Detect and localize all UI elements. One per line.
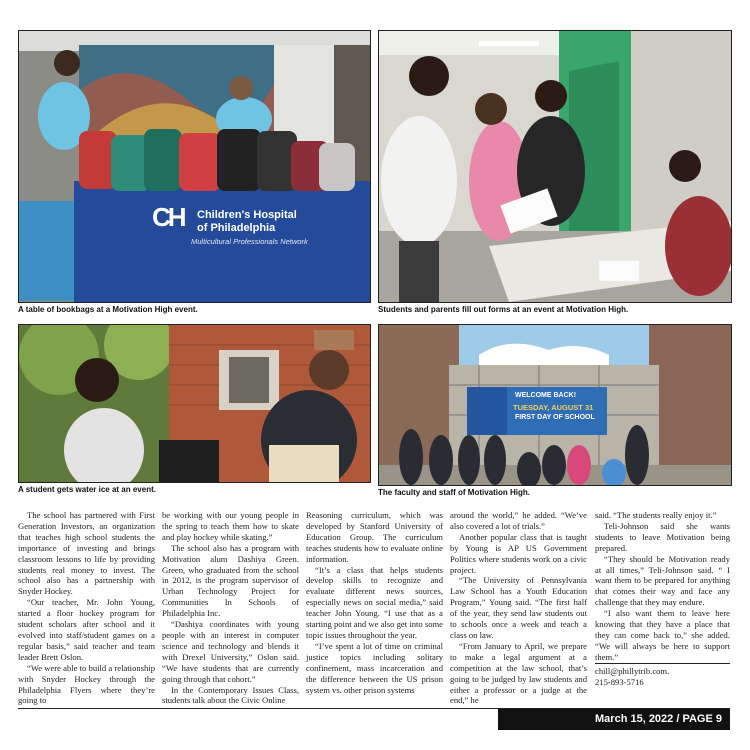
caption-bookbags: A table of bookbags at a Motivation High event.: [18, 305, 198, 314]
sign-line1: WELCOME BACK!: [515, 392, 577, 399]
paragraph: “I’ve spent a lot of time on criminal justice topics including solitary confinement, mass incarceration and the difference between the US prison system vs. other prison systems: [306, 640, 443, 695]
paragraph: “It’s a class that helps students develop skills to recognize and evaluate different news sources, especially news on social media,” said teacher John Young. “I use that as a starting point and we also get into some topic issues throughout the year.: [306, 564, 443, 640]
photo-forms: [378, 30, 732, 303]
paragraph: In the Contemporary Issues Class, students talk about the Civic Online: [162, 684, 299, 706]
paragraph: Another popular class that is taught by Young is AP US Government Politics where students work on a civic project.: [450, 531, 587, 575]
paragraph: said. “The students really enjoy it.”: [595, 510, 717, 520]
contact-phone: 215-893-5716: [595, 677, 644, 687]
paragraph: “The University of Pennsylvania Law School has a Youth Education Program,” Young said. “The first half of the year, they send law students out to schools once a week and teach a class on law.: [450, 575, 587, 640]
paragraph: “From January to April, we prepare to make a legal argument at a competition at the law school, that’s going to be judged by law students and either a professor or a judge at the end,” he: [450, 640, 587, 706]
photo-water-ice: [18, 324, 371, 483]
article-column-1: [18, 510, 155, 706]
contact-block: [595, 666, 669, 688]
banner-line3: Multicultural Professionals Network: [191, 237, 308, 246]
sign-line3: FIRST DAY OF SCHOOL: [515, 414, 595, 421]
paragraph: around the world,” he added. “We’ve also covered a lot of trials.”: [450, 510, 587, 531]
photo-faculty-staff: [378, 324, 732, 486]
photo-bookbag-table: [18, 30, 371, 303]
paragraph: The school also has a program with Motivation alum Dashiya Green. Green, who graduated from the school in 2012, is the program supervisor of Urban Technology Project for Communities In Schools of Philadelphia Inc.: [162, 542, 299, 619]
paragraph: Reasoning curriculum, which was developed by Stanford University of Education Group. The curriculum teaches students how to evaluate online information.: [306, 510, 443, 564]
chop-logo: CH: [152, 202, 184, 232]
banner-line1: Children's Hospital: [197, 209, 297, 221]
paragraph: “They should be Motivation ready at all times,” Teli-Johnson said. “ I want them to be prepared for anything that comes their way and face any challenge that they may endure.: [595, 553, 730, 608]
banner-line2: of Philadelphia: [197, 222, 276, 234]
caption-water-ice: A student gets water ice at an event.: [18, 485, 156, 494]
article-column-2: [162, 510, 299, 706]
article-column-5: [595, 510, 730, 663]
sign-line2: TUESDAY, AUGUST 31: [513, 403, 594, 412]
article-column-4: [450, 510, 587, 706]
article-column-3: [306, 510, 443, 695]
paragraph: “We were able to build a relationship with Snyder Hockey through the Philadelphia Flyers where they’re going to: [18, 662, 155, 706]
paragraph: “Our teacher, Mr. John Young, started a floor hockey program for student scholars after school and it evolved into staff/student games on a regular basis,” said teacher and team leader Brett Oslon.: [18, 597, 155, 662]
paragraph: Teli-Johnson said she wants students to leave Motivation being prepared.: [595, 520, 730, 553]
caption-faculty-staff: The faculty and staff of Motivation High.: [378, 488, 530, 497]
paragraph: be working with our young people in the spring to teach them how to skate and play hockey while skating.”: [162, 510, 299, 542]
contact-email[interactable]: chill@phillytrib.com.: [595, 666, 670, 676]
paragraph: The school has partnered with First Generation Investors, an organization that teaches high school students the importance of investing and brings classroom lessons to life by providing students real money to invest. The school also has a partnership with Snyder Hockey.: [18, 510, 155, 597]
contact-divider: [595, 663, 730, 664]
caption-forms: Students and parents fill out forms at an event at Motivation High.: [378, 305, 629, 314]
paragraph: “I also want them to leave here knowing that they have a place that they can come back to,” she added. “We will always be here to support them.”: [595, 608, 730, 662]
paragraph: “Dashiya coordinates with young people with an interest in computer science and technology and blends it with Drexel University,” Oslon said. “We have students that are currently going through that cohort.”: [162, 619, 299, 684]
footer-date-page: March 15, 2022 / PAGE 9: [498, 709, 730, 730]
